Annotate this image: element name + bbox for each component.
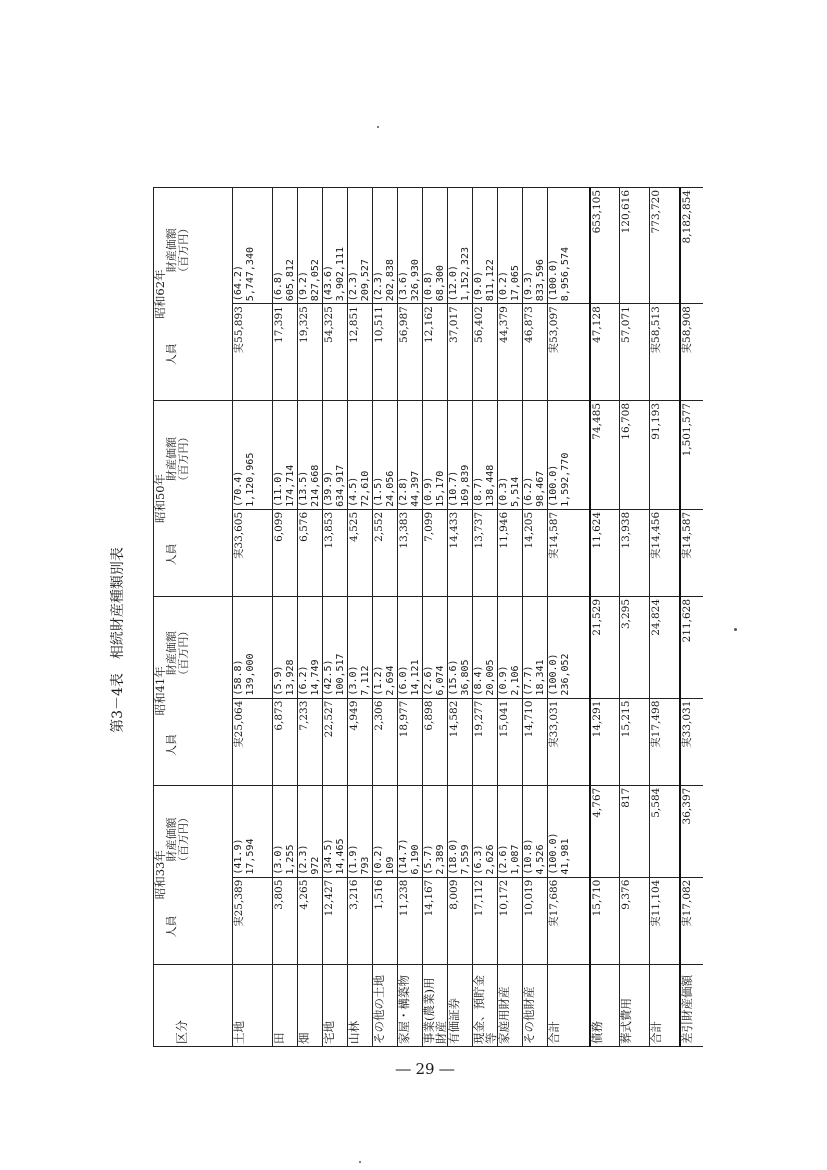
persons-cell: 実17,082 <box>680 877 704 964</box>
persons-cell: 3,805 <box>273 877 298 964</box>
value-cell: (100.0) 236,052 <box>548 596 590 698</box>
value-cell: (0.9) 2,106 <box>498 596 523 698</box>
subheaders <box>166 190 190 398</box>
row-label: 畑 <box>298 964 323 1046</box>
persons-cell: 10,511 <box>373 304 398 401</box>
value-cell: (39.9) 634,917 <box>323 400 348 509</box>
value-cell: (9.3) 833,596 <box>523 188 548 304</box>
table-row <box>523 188 548 1047</box>
value-cell: (0.8) 68,300 <box>423 188 448 304</box>
row-label: 家庭用財産 <box>498 964 523 1046</box>
table-row <box>680 188 704 1047</box>
persons-cell: 実33,605 <box>233 509 273 596</box>
persons-cell: 19,325 <box>298 304 323 401</box>
persons-cell: 18,977 <box>398 698 423 785</box>
value-cell: (0.9) 15,170 <box>423 400 448 509</box>
persons-cell: 15,041 <box>498 698 523 785</box>
value-cell: 21,529 <box>590 596 620 698</box>
value-label <box>166 223 190 278</box>
value-label-1: 財産価額 <box>165 631 178 676</box>
table-row <box>473 188 498 1047</box>
value-cell: (15.6) 36,805 <box>448 596 473 698</box>
persons-cell: 47,128 <box>590 304 620 401</box>
year-label: 昭和62年 <box>153 269 167 319</box>
persons-cell: 6,576 <box>298 509 323 596</box>
value-cell: (9.0) 811,122 <box>473 188 498 304</box>
value-cell: (6.2) 98,467 <box>523 400 548 509</box>
value-label-2: （百万円） <box>177 222 190 278</box>
value-cell: 5,584 <box>650 785 680 877</box>
persons-cell: 7,099 <box>423 509 448 596</box>
persons-cell: 13,737 <box>473 509 498 596</box>
persons-cell: 14,291 <box>590 698 620 785</box>
persons-cell: 9,376 <box>620 877 650 964</box>
value-cell: (12.0) 1,152,323 <box>448 188 473 304</box>
subheaders <box>166 599 190 783</box>
persons-cell: 4,265 <box>298 877 323 964</box>
value-cell: (7.7) 18,341 <box>523 596 548 698</box>
table-row <box>650 188 680 1047</box>
year-header-1 <box>154 785 233 964</box>
row-label: 葬式費用 <box>620 964 650 1046</box>
value-label <box>166 812 190 867</box>
persons-cell: 11,946 <box>498 509 523 596</box>
row-label: 山林 <box>348 964 373 1046</box>
value-cell: 120,616 <box>620 188 650 304</box>
value-cell: (70.4) 1,120,965 <box>233 400 273 509</box>
year-header-2 <box>154 596 233 785</box>
persons-label: 人員 <box>165 915 178 938</box>
persons-cell: 17,391 <box>273 304 298 401</box>
year-header-3 <box>154 400 233 596</box>
table-row <box>548 188 590 1047</box>
value-cell: (10.8) 4,526 <box>523 785 548 877</box>
row-label: その他の土地 <box>373 964 398 1046</box>
value-cell: (8.4) 20,005 <box>473 596 498 698</box>
row-label: 債務 <box>590 964 620 1046</box>
value-cell: (1.2) 2,694 <box>373 596 398 698</box>
row-label: 家屋・構築物 <box>398 964 423 1046</box>
value-cell: (2.3) 972 <box>298 785 323 877</box>
persons-cell: 12,427 <box>323 877 348 964</box>
persons-cell: 13,938 <box>620 509 650 596</box>
value-cell: (64.2) 5,747,340 <box>233 188 273 304</box>
persons-label: 人員 <box>165 543 178 566</box>
rotated-table <box>153 187 703 1047</box>
subheaders <box>166 788 190 962</box>
value-cell: (9.2) 827,052 <box>298 188 323 304</box>
table-row <box>373 188 398 1047</box>
persons-cell: 46,873 <box>523 304 548 401</box>
persons-cell: 44,379 <box>498 304 523 401</box>
table-caption: 第3－4表 相続財産種類別表 <box>110 547 126 733</box>
persons-cell: 6,873 <box>273 698 298 785</box>
persons-cell: 実33,031 <box>680 698 704 785</box>
persons-cell: 14,205 <box>523 509 548 596</box>
value-cell: (100.0) 41,981 <box>548 785 590 877</box>
persons-cell: 56,987 <box>398 304 423 401</box>
value-cell: (13.5) 214,668 <box>298 400 323 509</box>
persons-cell: 4,949 <box>348 698 373 785</box>
value-cell: (2.3) 202,838 <box>373 188 398 304</box>
scan-speck <box>377 126 379 128</box>
value-cell: 24,824 <box>650 596 680 698</box>
value-label-2: （百万円） <box>177 431 190 487</box>
row-label: 現金、預貯金等 <box>473 964 498 1046</box>
value-label-1: 財産価額 <box>165 817 178 862</box>
value-cell: 74,485 <box>590 400 620 509</box>
table-row <box>448 188 473 1047</box>
persons-cell: 実14,587 <box>680 509 704 596</box>
value-cell: (3.0) 7,112 <box>348 596 373 698</box>
persons-cell: 12,851 <box>348 304 373 401</box>
persons-cell: 56,402 <box>473 304 498 401</box>
persons-cell: 6,898 <box>423 698 448 785</box>
row-label: 合計 <box>548 964 590 1046</box>
value-label <box>166 431 190 486</box>
value-cell: (6.3) 2,626 <box>473 785 498 877</box>
value-cell: (2.3) 209,527 <box>348 188 373 304</box>
value-cell: (58.8) 139,000 <box>233 596 273 698</box>
header-row <box>154 188 233 1047</box>
persons-cell: 19,277 <box>473 698 498 785</box>
persons-cell: 11,624 <box>590 509 620 596</box>
value-cell: (1.5) 24,056 <box>373 400 398 509</box>
persons-label: 人員 <box>165 343 178 366</box>
table-row <box>233 188 273 1047</box>
value-cell: (2.8) 44,397 <box>398 400 423 509</box>
value-cell: (42.5) 100,517 <box>323 596 348 698</box>
persons-cell: 10,019 <box>523 877 548 964</box>
persons-cell: 6,099 <box>273 509 298 596</box>
table-row <box>273 188 298 1047</box>
row-label: 差引財産価額 <box>680 964 704 1046</box>
value-cell: (100.0) 8,956,574 <box>548 188 590 304</box>
kubun-header: 区分 <box>154 964 233 1046</box>
value-cell: (43.6) 3,902,111 <box>323 188 348 304</box>
table-row <box>323 188 348 1047</box>
value-cell: (41.9) 17,594 <box>233 785 273 877</box>
value-cell: (0.3) 5,514 <box>498 400 523 509</box>
value-cell: 1,501,577 <box>680 400 704 509</box>
value-cell: (5.7) 2,389 <box>423 785 448 877</box>
page-number: ― 29 ― <box>395 1060 455 1078</box>
value-cell: 773,720 <box>650 188 680 304</box>
persons-cell: 実58,908 <box>680 304 704 401</box>
value-cell: (34.5) 14,465 <box>323 785 348 877</box>
value-cell: (100.0) 1,592,770 <box>548 400 590 509</box>
value-cell: 91,193 <box>650 400 680 509</box>
persons-cell: 17,112 <box>473 877 498 964</box>
value-cell: (6.8) 605,812 <box>273 188 298 304</box>
persons-cell: 実17,498 <box>650 698 680 785</box>
persons-cell: 14,710 <box>523 698 548 785</box>
value-cell: 8,182,854 <box>680 188 704 304</box>
value-cell: (6.0) 14,121 <box>398 596 423 698</box>
value-cell: (2.6) 6,074 <box>423 596 448 698</box>
table-row <box>423 188 448 1047</box>
persons-cell: 13,853 <box>323 509 348 596</box>
persons-cell: 14,582 <box>448 698 473 785</box>
value-cell: (3.6) 326,930 <box>398 188 423 304</box>
persons-cell: 15,215 <box>620 698 650 785</box>
value-cell: (2.6) 1,087 <box>498 785 523 877</box>
persons-cell: 13,383 <box>398 509 423 596</box>
persons-cell: 8,009 <box>448 877 473 964</box>
persons-label: 人員 <box>165 734 178 757</box>
persons-cell: 実17,686 <box>548 877 590 964</box>
value-cell: 211,628 <box>680 596 704 698</box>
table-row <box>298 188 323 1047</box>
value-cell: 16,708 <box>620 400 650 509</box>
row-label: 田 <box>273 964 298 1046</box>
persons-cell: 14,167 <box>423 877 448 964</box>
persons-cell: 54,325 <box>323 304 348 401</box>
value-label-1: 財産価額 <box>165 436 178 481</box>
year-label: 昭和41年 <box>153 666 167 716</box>
value-cell: 4,767 <box>590 785 620 877</box>
table-row <box>620 188 650 1047</box>
scan-speck <box>734 628 737 631</box>
value-cell: (8.7) 138,448 <box>473 400 498 509</box>
value-cell: (5.9) 13,928 <box>273 596 298 698</box>
persons-cell: 12,162 <box>423 304 448 401</box>
persons-cell: 57,071 <box>620 304 650 401</box>
year-header-4 <box>154 188 233 401</box>
scan-speck <box>359 1161 361 1163</box>
persons-cell: 1,516 <box>373 877 398 964</box>
persons-cell: 15,710 <box>590 877 620 964</box>
value-cell: (6.2) 14,749 <box>298 596 323 698</box>
value-cell: (0.2) 17,065 <box>498 188 523 304</box>
persons-cell: 2,552 <box>373 509 398 596</box>
value-cell: (18.0) 7,559 <box>448 785 473 877</box>
value-label-2: （百万円） <box>177 625 190 681</box>
year-label: 昭和50年 <box>153 473 167 524</box>
persons-cell: 4,525 <box>348 509 373 596</box>
value-cell: (10.7) 169,839 <box>448 400 473 509</box>
subheaders <box>166 403 190 594</box>
value-cell: 3,295 <box>620 596 650 698</box>
table-row <box>590 188 620 1047</box>
row-label: 合計 <box>650 964 680 1046</box>
persons-cell: 実14,587 <box>548 509 590 596</box>
persons-cell: 7,233 <box>298 698 323 785</box>
table-row <box>498 188 523 1047</box>
persons-cell: 実58,513 <box>650 304 680 401</box>
persons-cell: 実11,104 <box>650 877 680 964</box>
persons-cell: 3,216 <box>348 877 373 964</box>
persons-cell: 実53,097 <box>548 304 590 401</box>
value-label <box>166 626 190 681</box>
value-cell: (1.9) 793 <box>348 785 373 877</box>
row-label: 有価証券 <box>448 964 473 1046</box>
persons-cell: 実14,456 <box>650 509 680 596</box>
persons-cell: 37,017 <box>448 304 473 401</box>
year-label: 昭和33年 <box>153 850 167 900</box>
persons-cell: 実25,064 <box>233 698 273 785</box>
value-cell: (4.5) 72,610 <box>348 400 373 509</box>
value-cell: (3.0) 1,255 <box>273 785 298 877</box>
value-cell: 653,105 <box>590 188 620 304</box>
table-container <box>153 187 703 1047</box>
persons-cell: 実25,389 <box>233 877 273 964</box>
table-row <box>348 188 373 1047</box>
persons-cell: 実33,031 <box>548 698 590 785</box>
table-body <box>233 188 704 1047</box>
row-label: その他財産 <box>523 964 548 1046</box>
value-cell: (14.7) 6,190 <box>398 785 423 877</box>
value-label-2: （百万円） <box>177 811 190 867</box>
row-label: 事業(農業)用財産 <box>423 964 448 1046</box>
value-cell: 36,397 <box>680 785 704 877</box>
value-cell: (11.0) 174,714 <box>273 400 298 509</box>
row-label: 土地 <box>233 964 273 1046</box>
table-row <box>398 188 423 1047</box>
value-cell: (0.2) 109 <box>373 785 398 877</box>
value-label-1: 財産価額 <box>165 228 178 273</box>
persons-cell: 11,238 <box>398 877 423 964</box>
persons-cell: 14,433 <box>448 509 473 596</box>
persons-cell: 22,527 <box>323 698 348 785</box>
inheritance-property-table <box>153 187 703 1047</box>
persons-cell: 2,306 <box>373 698 398 785</box>
persons-cell: 実55,893 <box>233 304 273 401</box>
persons-cell: 10,172 <box>498 877 523 964</box>
row-label: 宅地 <box>323 964 348 1046</box>
value-cell: 817 <box>620 785 650 877</box>
